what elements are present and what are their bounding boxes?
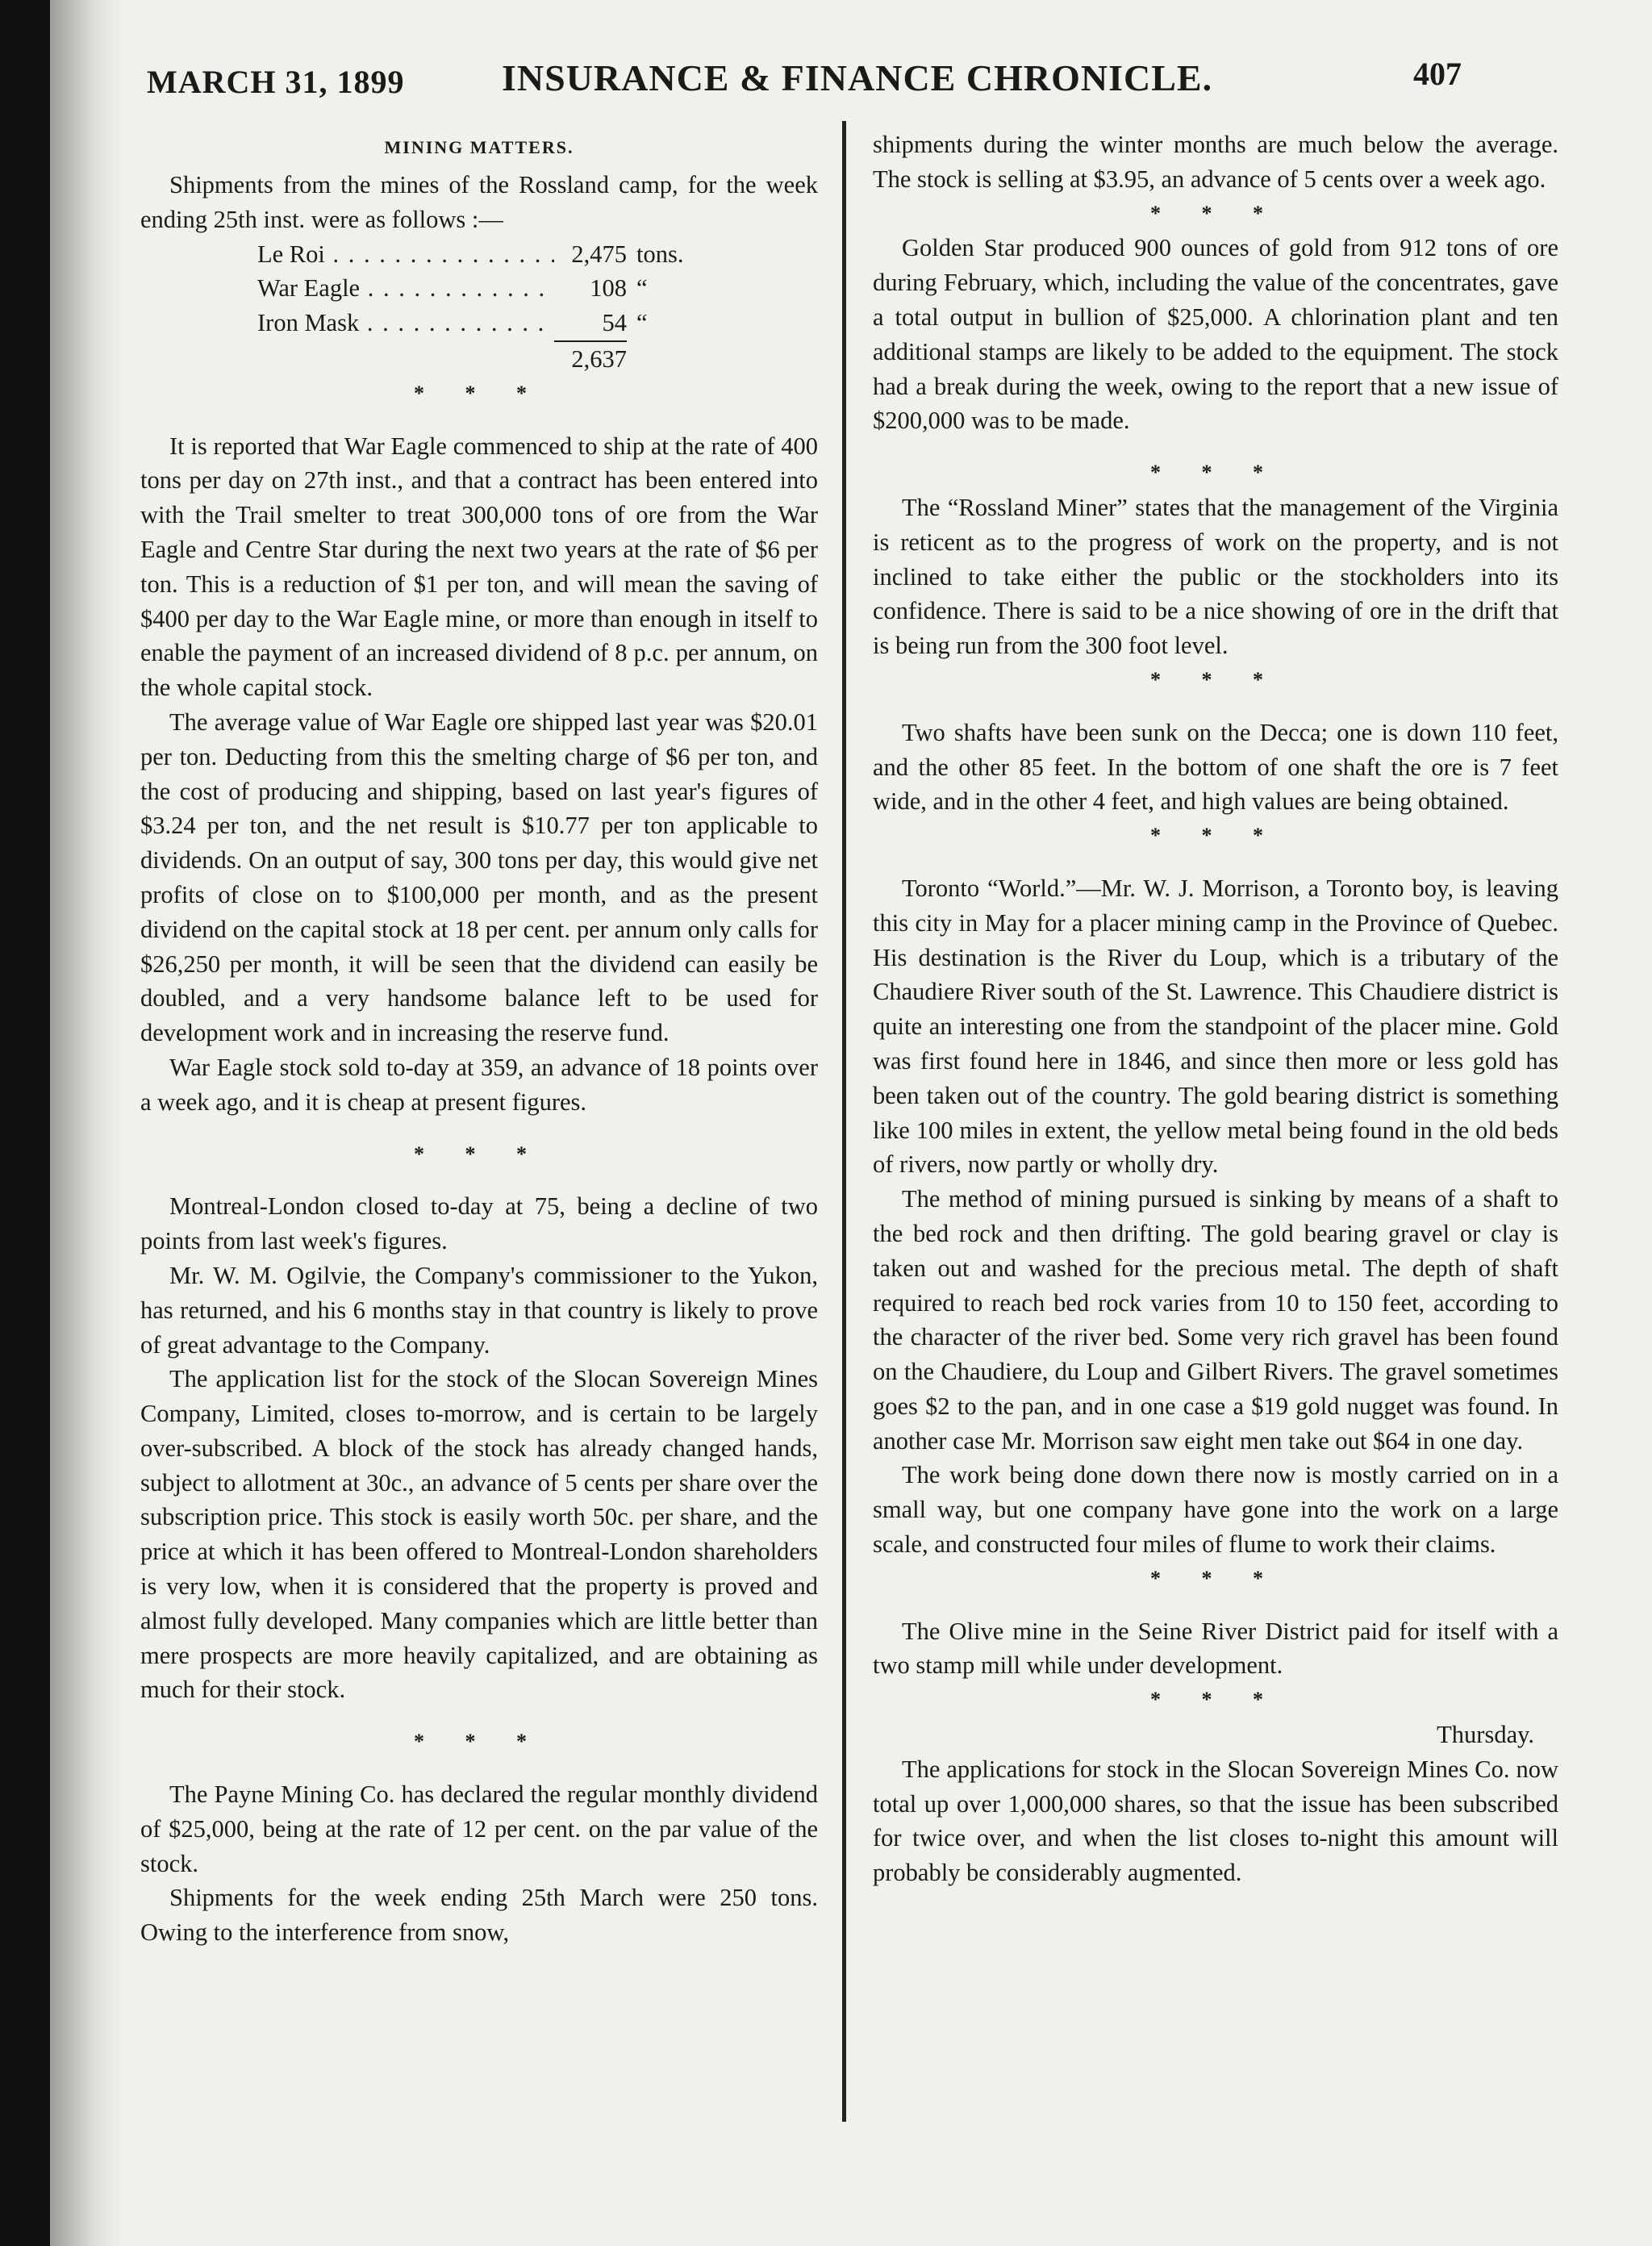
paragraph: War Eagle stock sold to-day at 359, an advance of 18 points over a week ago, and it is cheap at present figures.: [140, 1053, 818, 1116]
unit: tons.: [636, 240, 684, 268]
right-column: [873, 127, 1558, 1890]
shipment-total-row: [257, 342, 709, 377]
paragraph: The Olive mine in the Seine River District paid for itself with a two stamp mill while under development.: [873, 1617, 1558, 1680]
column-divider: [842, 121, 846, 2122]
separator-stars: * * *: [414, 1730, 544, 1754]
paragraph: The applications for stock in the Slocan Sovereign Mines Co. now total up over 1,000,000 shares, so that the issue has been subscribed for twice over, and when the list closes to-night this amount will probably be considerably augmented.: [873, 1755, 1558, 1887]
separator-stars: * * *: [1150, 461, 1281, 485]
unit: “: [636, 309, 648, 337]
shipment-row: [257, 271, 709, 306]
paragraph: Two shafts have been sunk on the Decca; one is down 110 feet, and the other 85 feet. In the bottom of one shaft the ore is 7 feet wide, and in the other 4 feet, and high values are being obtained.: [873, 718, 1558, 816]
paragraph: The method of mining pursued is sinking by means of a shaft to the bed rock and then drifting. The gold bearing gravel or clay is taken out and washed for the precious metal. The depth of shaft required to reach bed rock varies from 10 to 150 feet, according to the character of the river bed. Some very rich gravel has been found on the Chaudiere, du Loup and Gilbert Rivers. The gravel sometimes goes $2 to the pan, and in one case a $19 gold nugget was found. In another case Mr. Morrison saw eight men take out $64 in one day.: [873, 1185, 1558, 1455]
newspaper-page: [50, 0, 1652, 2246]
issue-date: MARCH 31, 1899: [147, 64, 405, 100]
page-binding-shadow: [50, 0, 123, 2246]
separator-stars: * * *: [414, 1142, 544, 1166]
paragraph: Shipments for the week ending 25th March were 250 tons. Owing to the interference from snow,: [140, 1884, 818, 1947]
section-title: MINING MATTERS.: [384, 137, 574, 157]
page-header: [50, 48, 1652, 105]
paragraph: The “Rossland Miner” states that the management of the Virginia is reticent as to the progress of work on the property, and is not inclined to take either the public or the stockholders into its confidence. There is said to be a nice showing of ore in the drift that is being run from the 300 foot level.: [873, 493, 1558, 660]
mine-name: Le Roi . . .: [257, 237, 554, 272]
separator-stars: * * *: [1150, 1688, 1281, 1712]
paragraph: The average value of War Eagle ore shipped last year was $20.01 per ton. Deducting from this the smelting charge of $6 per ton, and the cost of producing and shipping, based on last year's figures of $3.24 per ton, and the net result is $10.77 per ton applicable to dividends. On an output of say, 300 tons per day, this would give net profits of close on to $100,000 per month, and as the present dividend on the capital stock at 18 per cent. per annum only calls for $26,250 per month, it will be seen that the dividend can easily be doubled, and a very handsome balance left to be used for development work and in increasing the reserve fund.: [140, 708, 818, 1047]
shipments-table: [257, 237, 709, 377]
paragraph: The work being done down there now is mostly carried on in a small way, but one company have gone into the work on a large scale, and constructed four miles of flume to work their claims.: [873, 1461, 1558, 1559]
tonnage: 2,475: [571, 240, 627, 268]
paragraph: Golden Star produced 900 ounces of gold from 912 tons of ore during February, which, including the value of the concentrates, gave a total output in bullion of $25,000. A chlorination plant and ten additional stamps are likely to be added to the equipment. The stock had a break during the week, owing to the report that a new issue of $200,000 was to be made.: [873, 234, 1558, 435]
paragraph: The application list for the stock of the Slocan Sovereign Mines Company, Limited, closes to-morrow, and is certain to be largely over-subscribed. A block of the stock has already changed hands, subject to allotment at 30c., an advance of 5 cents per share over the subscription price. This stock is easily worth 50c. per share, and the price at which it has been offered to Montreal-London shareholders is very low, when it is considered that the property is proved and almost fully developed. Many companies which are little better than mere prospects are more heavily capitalized, and are obtaining as much for their stock.: [140, 1365, 818, 1704]
separator-stars: * * *: [1150, 824, 1281, 848]
paragraph: The Payne Mining Co. has declared the regular monthly dividend of $25,000, being at the rate of 12 per cent. on the par value of the stock.: [140, 1781, 818, 1877]
paragraph: Montreal-London closed to-day at 75, being a decline of two points from last week's figures.: [140, 1192, 818, 1255]
page-number: 407: [1413, 56, 1462, 92]
mine-name: War Eagle . . .: [257, 271, 554, 306]
tonnage: 54: [554, 306, 627, 342]
separator-stars: * * *: [414, 381, 544, 405]
separator-stars: * * *: [1150, 201, 1281, 225]
shipment-row: [257, 306, 709, 342]
left-column: [140, 127, 818, 1950]
separator-stars: * * *: [1150, 667, 1281, 691]
shipment-total: 2,637: [571, 344, 627, 373]
shipments-intro: Shipments from the mines of the Rossland camp, for the week ending 25th inst. were as follows :—: [140, 171, 818, 233]
paragraph: Toronto “World.”—Mr. W. J. Morrison, a Toronto boy, is leaving this city in May for a placer mining camp in the Province of Quebec. His destination is the River du Loup, which is a tributary of the Chaudiere River south of the St. Lawrence. This Chaudiere district is quite an interesting one from the standpoint of the placer mine. Gold was first found here in 1846, and since then more or less gold has been taken out of the country. The gold bearing district is something like 100 miles in extent, the yellow metal being found in the old beds of rivers, now partly or wholly dry.: [873, 874, 1558, 1179]
unit: “: [636, 274, 648, 303]
publication-title: INSURANCE & FINANCE CHRONICLE.: [502, 57, 1213, 98]
paragraph: shipments during the winter months are much below the average. The stock is selling at $3.95, an advance of 5 cents over a week ago.: [873, 131, 1558, 193]
paragraph: It is reported that War Eagle commenced to ship at the rate of 400 tons per day on 27th inst., and that a contract has been entered into with the Trail smelter to treat 300,000 tons of ore from the War Eagle and Centre Star during the next two years at the rate of $6 per ton. This is a reduction of $1 per ton, and will mean the saving of $400 per day to the War Eagle mine, or more than enough in itself to enable the payment of an increased dividend of 8 p.c. per annum, on the whole capital stock.: [140, 432, 818, 702]
tonnage: 108: [590, 274, 627, 303]
shipment-row: [257, 237, 709, 272]
separator-stars: * * *: [1150, 1566, 1281, 1590]
paragraph: Mr. W. M. Ogilvie, the Company's commissioner to the Yukon, has returned, and his 6 months stay in that country is likely to prove of great advantage to the Company.: [140, 1261, 818, 1359]
mine-name: Iron Mask . . .: [257, 306, 554, 342]
dateline-thursday: Thursday.: [1437, 1721, 1534, 1749]
